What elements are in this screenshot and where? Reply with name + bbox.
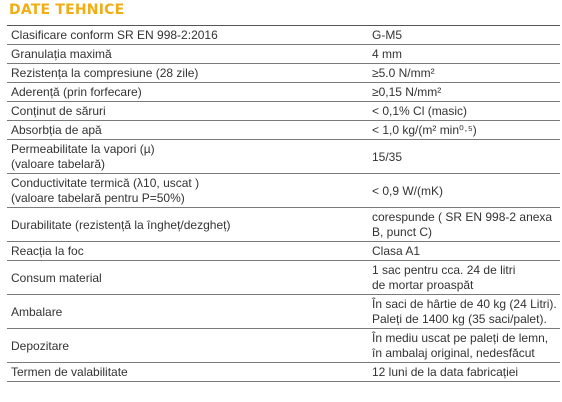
table-row — [7, 242, 560, 261]
row-value-line: B, punct C) — [372, 225, 433, 239]
table-row — [7, 102, 560, 121]
table-row — [7, 64, 560, 83]
row-label-line: Permeabilitate la vapori (µ) — [11, 142, 155, 156]
row-label — [7, 174, 364, 208]
row-value — [364, 121, 560, 140]
row-label-line: Conținut de săruri — [11, 104, 106, 118]
row-value — [364, 26, 560, 45]
row-value-line: Clasa A1 — [372, 244, 421, 258]
row-label — [7, 121, 364, 140]
row-label — [7, 45, 364, 64]
row-value — [364, 174, 560, 208]
row-label-line: Rezistența la compresiune (28 zile) — [11, 66, 199, 80]
table-row — [7, 208, 560, 242]
row-value-line: în ambalaj original, nedesfăcut — [372, 346, 535, 360]
technical-data-body — [7, 26, 560, 382]
row-label-line: Durabilitate (rezistență la îngheț/dezgheț) — [11, 217, 231, 232]
row-label-line: Reacția la foc — [11, 244, 84, 258]
row-label — [7, 261, 364, 295]
table-row — [7, 83, 560, 102]
row-label-line: Aderență (prin forfecare) — [11, 85, 142, 99]
section-title: DATE TEHNICE — [9, 2, 125, 18]
row-label-line: Ambalare — [11, 304, 63, 319]
row-value — [364, 295, 560, 329]
table-row — [7, 45, 560, 64]
row-value-line: 15/35 — [372, 149, 403, 164]
row-label-line: Termen de valabilitate — [11, 365, 128, 379]
row-value-line: < 0,9 W/(mK) — [372, 183, 444, 198]
row-label — [7, 242, 364, 261]
row-value — [364, 261, 560, 295]
row-label-line: Absorbția de apă — [11, 123, 102, 137]
row-value-line: 4 mm — [372, 47, 402, 61]
row-label-line: Clasificare conform SR EN 998-2:2016 — [11, 28, 218, 42]
row-label-line: Consum material — [11, 270, 102, 285]
row-label-line: (valoare tabelară) — [11, 157, 106, 171]
table-row — [7, 121, 560, 140]
table-row — [7, 26, 560, 45]
row-label — [7, 140, 364, 174]
row-label — [7, 363, 364, 382]
row-label — [7, 26, 364, 45]
row-value-line: ≥5.0 N/mm² — [372, 66, 435, 80]
table-row — [7, 295, 560, 329]
row-label — [7, 64, 364, 83]
row-value-line: ≥0,15 N/mm² — [372, 85, 442, 99]
row-value — [364, 102, 560, 121]
row-label — [7, 83, 364, 102]
row-label — [7, 329, 364, 363]
table-row — [7, 329, 560, 363]
row-label — [7, 102, 364, 121]
row-label-line: (valoare tabelară pentru P=50%) — [11, 191, 185, 205]
row-value — [364, 64, 560, 83]
row-label — [7, 295, 364, 329]
row-label-line: Conductivitate termică (λ10, uscat ) — [11, 176, 200, 190]
row-value — [364, 140, 560, 174]
row-value — [364, 83, 560, 102]
row-value-line: G-M5 — [372, 28, 402, 42]
row-value-line: 1 sac pentru cca. 24 de litri — [372, 263, 516, 277]
row-label-line: Granulația maximă — [11, 47, 112, 61]
table-row — [7, 174, 560, 208]
row-value-line: Paleți de 1400 kg (35 saci/palet). — [372, 312, 547, 326]
row-value-line: În saci de hârtie de 40 kg (24 Litri). — [372, 297, 557, 311]
table-row — [7, 363, 560, 382]
row-value — [364, 208, 560, 242]
row-value-line: 12 luni de la data fabricației — [372, 365, 519, 379]
row-value-line: < 1,0 kg/(m² min⁰·⁵) — [372, 123, 477, 137]
table-row — [7, 261, 560, 295]
row-value-line: < 0,1% Cl (masic) — [372, 104, 468, 118]
technical-data-table — [7, 25, 560, 382]
row-value — [364, 242, 560, 261]
row-label-line: Depozitare — [11, 338, 70, 353]
row-value — [364, 45, 560, 64]
row-label — [7, 208, 364, 242]
row-value-line: de mortar proaspăt — [372, 278, 474, 292]
table-row — [7, 140, 560, 174]
row-value — [364, 363, 560, 382]
row-value-line: corespunde ( SR EN 998-2 anexa — [372, 210, 553, 224]
row-value — [364, 329, 560, 363]
row-value-line: În mediu uscat pe paleți de lemn, — [372, 331, 549, 345]
